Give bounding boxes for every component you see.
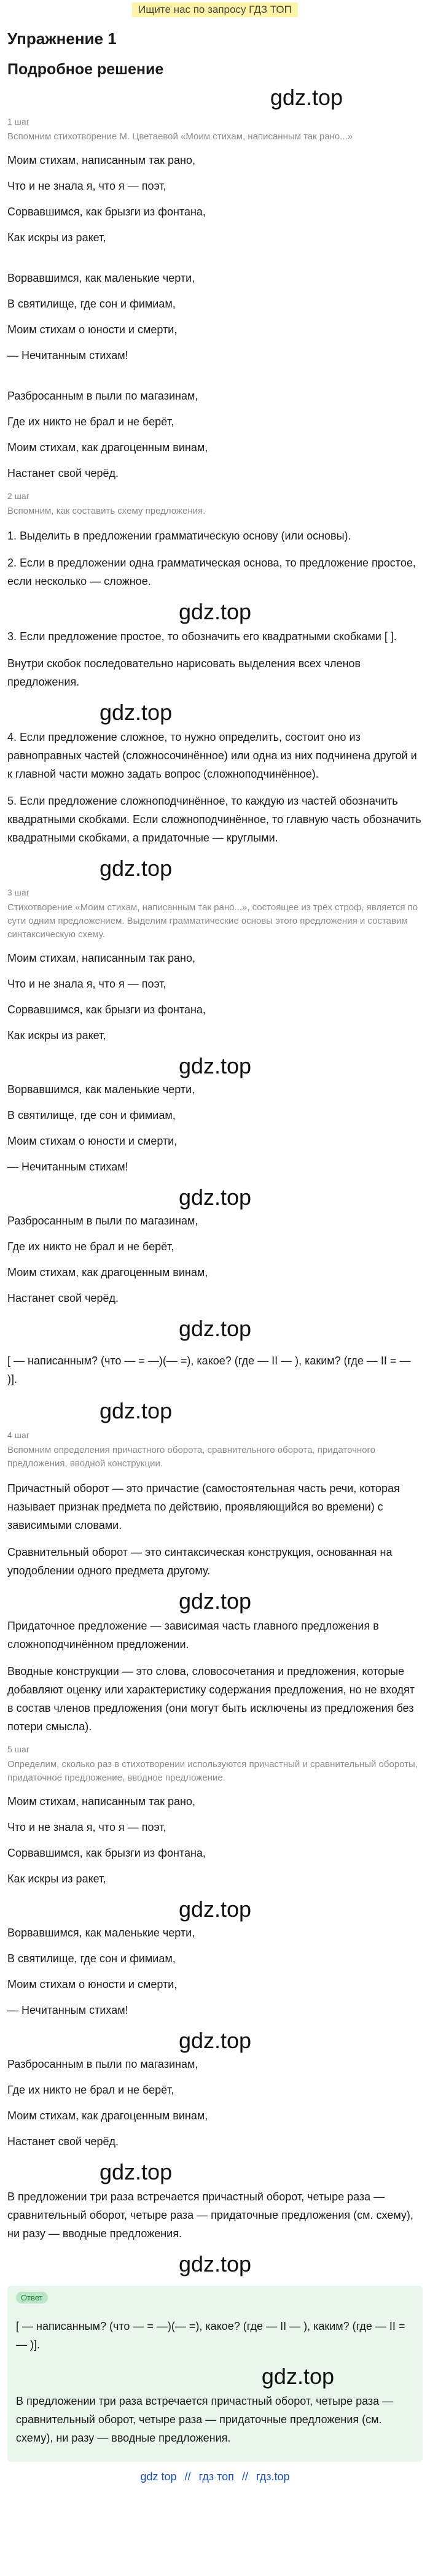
- step-label: 2 шаг: [7, 491, 29, 501]
- answer-scheme: [ — написанным? (что — = —)(— =), какое? (где — II — ), каким? (где — II = — )].: [16, 2320, 405, 2351]
- poem-line: Как искры из ракет,: [7, 231, 106, 244]
- footer-separator: //: [184, 2470, 191, 2483]
- solution-subtitle: Подробное решение: [7, 61, 164, 78]
- poem-line: Сорвавшимся, как брызги из фонтана,: [7, 206, 206, 218]
- poem-line: Моим стихам о юности и смерти,: [7, 1135, 178, 1147]
- step-note: Вспомним определения причастного оборота, сравнительного оборота, придаточного предложения, вводной конструкции.: [7, 1445, 376, 1469]
- watermark: gdz.top: [178, 1588, 252, 1614]
- footer-link[interactable]: гдз топ: [198, 2470, 234, 2483]
- poem-line: Разбросанным в пыли по магазинам,: [7, 1215, 198, 1227]
- rule-paragraph: 1. Выделить в предложении грамматическую основу (или основы).: [7, 530, 351, 542]
- poem-line: Сорвавшимся, как брызги из фонтана,: [7, 1847, 206, 1859]
- watermark: gdz.top: [178, 2251, 252, 2276]
- footer-link[interactable]: gdz top: [140, 2470, 177, 2483]
- watermark: gdz.top: [261, 2364, 334, 2389]
- watermark: gdz.top: [270, 85, 343, 110]
- poem-line: Ворвавшимся, как маленькие черти,: [7, 272, 195, 284]
- watermark: gdz.top: [100, 2159, 173, 2184]
- step-2: [7, 491, 423, 847]
- step-label: 5 шаг: [7, 1744, 29, 1754]
- poem-line: Что и не знала я, что я — поэт,: [7, 180, 166, 192]
- footer-separator: //: [241, 2470, 248, 2483]
- poem-line: Что и не знала я, что я — поэт,: [7, 978, 166, 990]
- poem-line: Где их никто не брал и не берёт,: [7, 416, 174, 428]
- step-note: Определим, сколько раз в стихотворении используются причастный и сравнительный обороты, придаточное предложение, вводное предложение.: [7, 1759, 418, 1783]
- step-5: [7, 1744, 423, 2243]
- footer-link[interactable]: гдз.top: [256, 2470, 290, 2483]
- rule-paragraph: 5. Если предложение сложноподчинённое, то каждую из частей обозначить квадратными скобками. Если сложноподчинённое, то главную часть обозначить квадратными скобками, а придаточные — круглыми.: [7, 795, 421, 844]
- poem-line: Моим стихам о юности и смерти,: [7, 323, 178, 336]
- watermark: gdz.top: [178, 1316, 252, 1341]
- definition-paragraph: Вводные конструкции — это слова, словосочетания и предложения, которые добавляют оценку или характеристику содержания предложения, но не входят в состав членов предложения (они могут быть исключены из предложения без потери смысла).: [7, 1665, 415, 1733]
- poem-line: Моим стихам, как драгоценным винам,: [7, 1266, 208, 1278]
- rule-paragraph: 3. Если предложение простое, то обозначить его квадратными скобками [ ].: [7, 630, 397, 643]
- page-title: Упражнение 1: [7, 29, 117, 48]
- watermark: gdz.top: [178, 2028, 252, 2053]
- answer-label: Ответ: [16, 2292, 48, 2303]
- watermark: gdz.top: [178, 599, 252, 624]
- poem-line: Разбросанным в пыли по магазинам,: [7, 390, 198, 402]
- poem-line: Моим стихам, как драгоценным винам,: [7, 441, 208, 454]
- poem-line: Настанет свой черёд.: [7, 2135, 119, 2148]
- poem-line: Где их никто не брал и не берёт,: [7, 1240, 174, 1253]
- watermark: gdz.top: [178, 1897, 252, 1922]
- poem-line: В святилище, где сон и фимиам,: [7, 1952, 176, 1965]
- poem-line: Как искры из ракет,: [7, 1029, 106, 1042]
- poem-line: — Нечитанным стихам!: [7, 2004, 128, 2016]
- poem-line: Настанет свой черёд.: [7, 467, 119, 479]
- summary-paragraph: В предложении три раза встречается причастный оборот, четыре раза — сравнительный оборот, четыре раза — придаточные предложения (см. схему), ни разу — вводные предложения.: [7, 2191, 413, 2240]
- step-1: [7, 117, 423, 481]
- watermark: gdz.top: [178, 1185, 252, 1210]
- rule-paragraph: 2. Если в предложении одна грамматическая основа, то предложение простое, если несколько — сложное.: [7, 557, 416, 587]
- watermark: gdz.top: [100, 856, 173, 881]
- poem-line: Где их никто не брал и не берёт,: [7, 2084, 174, 2096]
- watermark: gdz.top: [178, 1053, 252, 1078]
- watermark: gdz.top: [100, 1398, 173, 1423]
- poem-line: Сорвавшимся, как брызги из фонтана,: [7, 1004, 206, 1016]
- footer: [7, 2462, 423, 2489]
- poem-line: В святилище, где сон и фимиам,: [7, 298, 176, 310]
- step-3: [7, 856, 423, 1388]
- definition-paragraph: Сравнительный оборот — это синтаксическая конструкция, основанная на уподоблении одного предмета другому.: [7, 1546, 393, 1577]
- definition-paragraph: Причастный оборот — это причастие (самостоятельная часть речи, которая называет признак предмета по действию, проявляющийся во времени) с зависимыми словами.: [7, 1482, 400, 1531]
- watermark: gdz.top: [100, 700, 173, 725]
- step-label: 1 шаг: [7, 117, 29, 126]
- poem-line: Разбросанным в пыли по магазинам,: [7, 2058, 198, 2070]
- banner-wrap: [7, 0, 423, 17]
- rule-paragraph: 4. Если предложение сложное, то нужно определить, состоит оно из равноправных частей (сложносочинённое) или одна из них подчинена другой и к главной части можно задать вопрос (сложноподчинённое).: [7, 731, 417, 780]
- poem-line: Настанет свой черёд.: [7, 1292, 119, 1304]
- step-note: Вспомним стихотворение М. Цветаевой «Моим стихам, написанным так рано...»: [7, 131, 353, 142]
- step-note: Вспомним, как составить схему предложения.: [7, 506, 206, 516]
- poem-line: Как искры из ракет,: [7, 1873, 106, 1885]
- poem-line: Моим стихам, написанным так рано,: [7, 154, 195, 166]
- poem-line: Моим стихам, как драгоценным винам,: [7, 2110, 208, 2122]
- poem-line: Моим стихам о юности и смерти,: [7, 1978, 178, 1990]
- step-label: 3 шаг: [7, 888, 29, 897]
- answer-text: В предложении три раза встречается причастный оборот, четыре раза — сравнительный оборот, четыре раза — придаточные предложения (см. схему), ни разу — вводные предложения.: [16, 2395, 394, 2444]
- answer-box: [7, 2286, 423, 2462]
- poem-line: Ворвавшимся, как маленькие черти,: [7, 1083, 195, 1096]
- poem-line: Моим стихам, написанным так рано,: [7, 952, 195, 964]
- definition-paragraph: Придаточное предложение — зависимая часть главного предложения в сложноподчинённом предложении.: [7, 1620, 379, 1650]
- step-label: 4 шаг: [7, 1430, 29, 1440]
- syntax-scheme: [ — написанным? (что — = —)(— =), какое? (где — II — ), каким? (где — II = — )].: [7, 1355, 411, 1385]
- rule-paragraph: Внутри скобок последовательно нарисовать выделения всех членов предложения.: [7, 657, 361, 688]
- poem-line: Моим стихам, написанным так рано,: [7, 1795, 195, 1808]
- step-4: [7, 1398, 423, 1736]
- search-banner: Ищите нас по запросу ГДЗ ТОП: [132, 2, 298, 17]
- poem-line: — Нечитанным стихам!: [7, 349, 128, 362]
- poem-line: — Нечитанным стихам!: [7, 1161, 128, 1173]
- poem-line: Что и не знала я, что я — поэт,: [7, 1821, 166, 1833]
- step-note: Стихотворение «Моим стихам, написанным так рано...», состоящее из трёх строф, является по сути одним предложением. Выделим грамматические основы этого предложения и составим синтаксическую схему.: [7, 902, 418, 940]
- poem-line: Ворвавшимся, как маленькие черти,: [7, 1927, 195, 1939]
- poem-line: В святилище, где сон и фимиам,: [7, 1109, 176, 1121]
